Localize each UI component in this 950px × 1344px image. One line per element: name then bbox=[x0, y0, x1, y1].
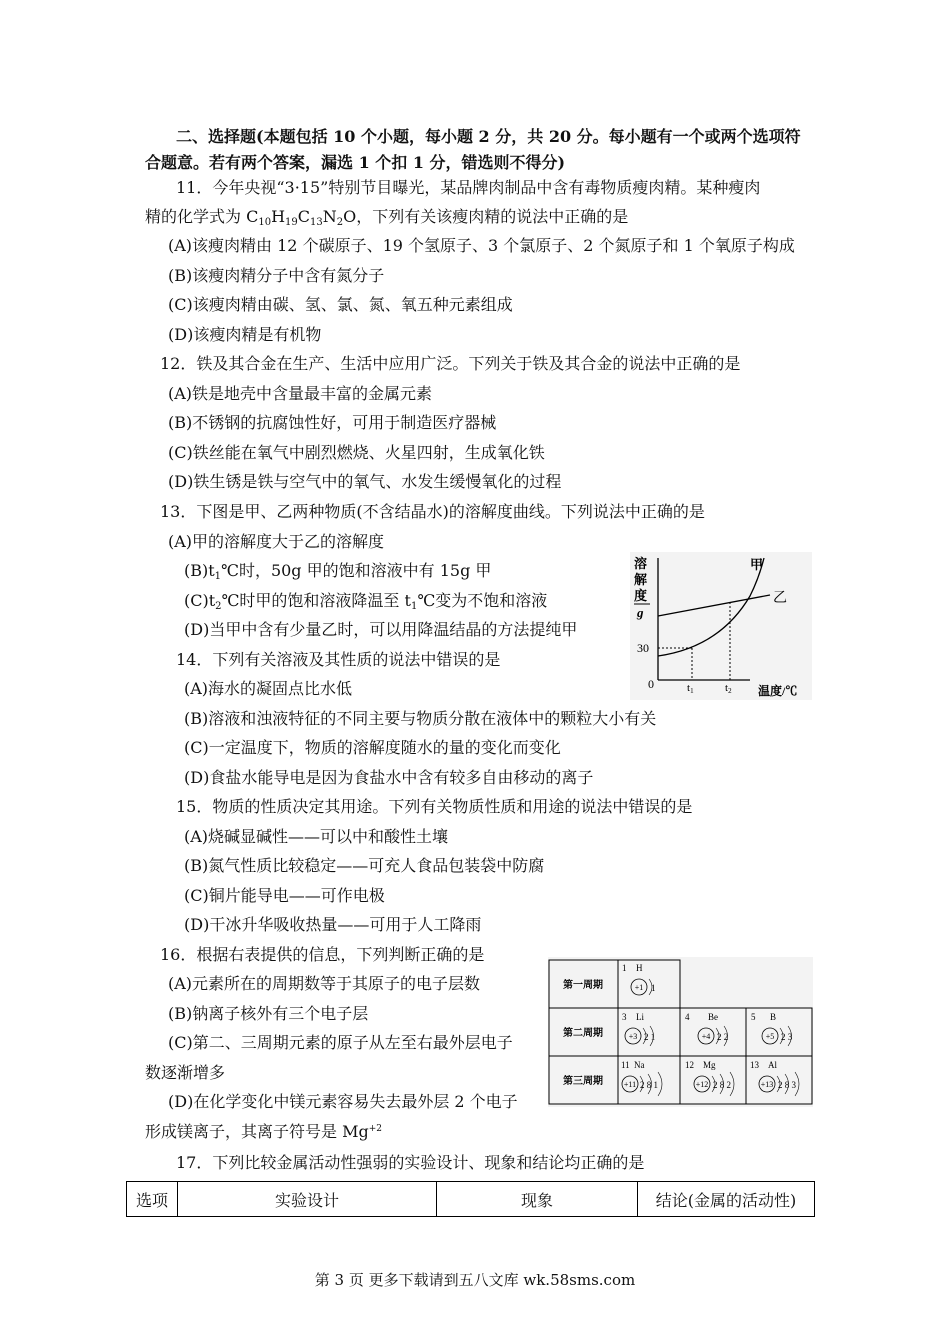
atomic-number: 5 bbox=[751, 1012, 756, 1022]
q13-option-d: (D)当甲中含有少量乙时，可以用降温结晶的方法提纯甲 bbox=[184, 620, 578, 639]
electron-shells: 2 8 1 bbox=[640, 1080, 658, 1090]
q14-option-c: (C)一定温度下，物质的溶解度随水的量的变化而变化 bbox=[184, 738, 561, 757]
q17-stem: 17．下列比较金属活动性强弱的实验设计、现象和结论均正确的是 bbox=[176, 1153, 645, 1172]
period-label-2: 第二周期 bbox=[563, 1028, 603, 1039]
atomic-number: 12 bbox=[685, 1060, 694, 1070]
electron-shells: 2 8 3 bbox=[778, 1080, 796, 1090]
nuclear-charge: +4 bbox=[701, 1032, 711, 1041]
q16-option-c-line2: 数逐渐增多 bbox=[145, 1063, 226, 1082]
q16-option-d-line1: (D)在化学变化中镁元素容易失去最外层 2 个电子 bbox=[168, 1092, 518, 1111]
table-header-cell: 实验设计 bbox=[178, 1182, 437, 1217]
q16-option-b: (B)钠离子核外有三个电子层 bbox=[168, 1004, 369, 1023]
nuclear-charge: +13 bbox=[760, 1080, 774, 1089]
element-symbol: Na bbox=[634, 1060, 645, 1070]
y-axis-label-char-3: 度 bbox=[634, 588, 648, 603]
nuclear-charge: +12 bbox=[695, 1080, 709, 1089]
q14-option-d: (D)食盐水能导电是因为食盐水中含有较多自由移动的离子 bbox=[184, 768, 594, 787]
q14-stem: 14．下列有关溶液及其性质的说法中错误的是 bbox=[176, 650, 501, 669]
q15-stem: 15．物质的性质决定其用途。下列有关物质性质和用途的说法中错误的是 bbox=[176, 797, 693, 816]
period-label-3: 第三周期 bbox=[563, 1076, 603, 1087]
element-symbol: H bbox=[636, 963, 643, 973]
y-axis-label-char-2: 解 bbox=[634, 572, 648, 587]
q13-option-b: $(B)t_1℃$时，50g 甲的饱和溶液中有 15g 甲 bbox=[184, 561, 492, 582]
q15-option-d: (D)干冰升华吸收热量——可用于人工降雨 bbox=[184, 915, 482, 934]
q13-option-a: (A)甲的溶解度大于乙的溶解度 bbox=[168, 532, 385, 551]
q13-option-c: $(C)t_2℃$时甲的饱和溶液降温至 $t_1℃$变为不饱和溶液 bbox=[184, 591, 548, 612]
q14-option-a: (A)海水的凝固点比水低 bbox=[184, 679, 353, 698]
curve-label-jia: 甲 bbox=[750, 557, 764, 572]
q12-option-c: (C)铁丝能在氧气中剧烈燃烧、火星四射，生成氧化铁 bbox=[168, 443, 545, 462]
q11-stem-line1: 11．今年央视“3·15”特别节目曝光，某品牌肉制品中含有毒物质瘦肉精。某种瘦肉 bbox=[176, 178, 761, 197]
y-axis-label-char-1: 溶 bbox=[634, 556, 648, 571]
q16-option-d-line2: 形成镁离子，其离子符号是 $Mg^{+2}$ bbox=[145, 1122, 382, 1141]
q11-stem-line2: 精的化学式为 $C_{10}H_{19}C_{13}N_2O$，下列有关该瘦肉精的说法中正确的是 bbox=[145, 207, 629, 228]
nuclear-charge: +3 bbox=[628, 1032, 638, 1041]
q16-option-c-line1: (C)第二、三周期元素的原子从左至右最外层电子 bbox=[168, 1033, 513, 1052]
q11-option-d: (D)该瘦肉精是有机物 bbox=[168, 325, 322, 344]
q14-option-b: (B)溶液和浊液特征的不同主要与物质分散在液体中的颗粒大小有关 bbox=[184, 709, 657, 728]
electron-shells: 2 1 bbox=[644, 1032, 656, 1042]
q12-option-d: (D)铁生锈是铁与空气中的氧气、水发生缓慢氧化的过程 bbox=[168, 472, 562, 491]
electron-shells: 2 3 bbox=[781, 1032, 793, 1042]
y-tick-30: 30 bbox=[637, 641, 649, 655]
nuclear-charge: +11 bbox=[623, 1080, 637, 1089]
curve-label-yi: 乙 bbox=[773, 591, 787, 606]
x-tick-t2: t2 bbox=[725, 682, 732, 695]
nuclear-charge: +1 bbox=[634, 983, 644, 992]
atomic-number: 13 bbox=[750, 1060, 759, 1070]
q12-stem: 12．铁及其合金在生产、生活中应用广泛。下列关于铁及其合金的说法中正确的是 bbox=[160, 354, 741, 373]
q16-option-a: (A)元素所在的周期数等于其原子的电子层数 bbox=[168, 974, 481, 993]
q16-stem: 16．根据右表提供的信息，下列判断正确的是 bbox=[160, 945, 485, 964]
x-axis-label: 温度/℃ bbox=[758, 684, 798, 698]
y-axis-unit: g bbox=[637, 605, 644, 620]
solubility-curve-figure bbox=[630, 552, 812, 700]
q15-option-a: (A)烧碱显碱性——可以中和酸性土壤 bbox=[184, 827, 449, 846]
element-symbol: Mg bbox=[703, 1060, 716, 1070]
electron-shells: 2 2 bbox=[717, 1032, 729, 1042]
origin-label: 0 bbox=[648, 677, 654, 691]
element-symbol: Li bbox=[636, 1012, 644, 1022]
element-symbol: B bbox=[770, 1012, 777, 1022]
table-header-row bbox=[127, 1182, 815, 1217]
figure-background bbox=[630, 552, 812, 700]
period-label-1: 第一周期 bbox=[563, 980, 603, 991]
periodic-table-figure bbox=[548, 957, 813, 1107]
electron-shells: 2 8 2 bbox=[713, 1080, 731, 1090]
q17-table bbox=[126, 1181, 815, 1217]
q15-option-c: (C)铜片能导电——可作电极 bbox=[184, 886, 385, 905]
atomic-number: 4 bbox=[685, 1012, 690, 1022]
q11-option-c: (C)该瘦肉精由碳、氢、氯、氮、氧五种元素组成 bbox=[168, 295, 513, 314]
table-header-cell: 现象 bbox=[437, 1182, 638, 1217]
nuclear-charge: +5 bbox=[765, 1032, 775, 1041]
x-tick-t1: t1 bbox=[687, 682, 694, 695]
section-heading-line2: 合题意。若有两个答案，漏选 1 个扣 1 分，错选则不得分) bbox=[145, 153, 566, 172]
atomic-number: 1 bbox=[622, 963, 627, 973]
section-heading-line1: 二、选择题(本题包括 10 个小题，每小题 2 分，共 20 分。每小题有一个或两个选项符 bbox=[176, 127, 801, 146]
q13-stem: 13．下图是甲、乙两种物质(不含结晶水)的溶解度曲线。下列说法中正确的是 bbox=[160, 502, 705, 521]
q15-option-b: (B)氮气性质比较稳定——可充人食品包装袋中防腐 bbox=[184, 856, 545, 875]
q11-option-a: (A)该瘦肉精由 12 个碳原子、19 个氢原子、3 个氯原子、2 个氮原子和 1 个氧原子构成 bbox=[168, 236, 795, 255]
element-symbol: Be bbox=[708, 1012, 718, 1022]
electron-shells: 1 bbox=[651, 983, 656, 993]
element-symbol: Al bbox=[768, 1060, 777, 1070]
page-footer: 第 3 页 更多下载请到五八文库 wk.58sms.com bbox=[314, 1271, 636, 1289]
q11-option-b: (B)该瘦肉精分子中含有氮分子 bbox=[168, 266, 385, 285]
q12-option-a: (A)铁是地壳中含量最丰富的金属元素 bbox=[168, 384, 433, 403]
q12-option-b: (B)不锈钢的抗腐蚀性好，可用于制造医疗器械 bbox=[168, 413, 497, 432]
atomic-number: 11 bbox=[621, 1060, 630, 1070]
table-header-cell: 结论(金属的活动性) bbox=[638, 1182, 815, 1217]
atomic-number: 3 bbox=[622, 1012, 627, 1022]
table-header-cell: 选项 bbox=[127, 1182, 178, 1217]
